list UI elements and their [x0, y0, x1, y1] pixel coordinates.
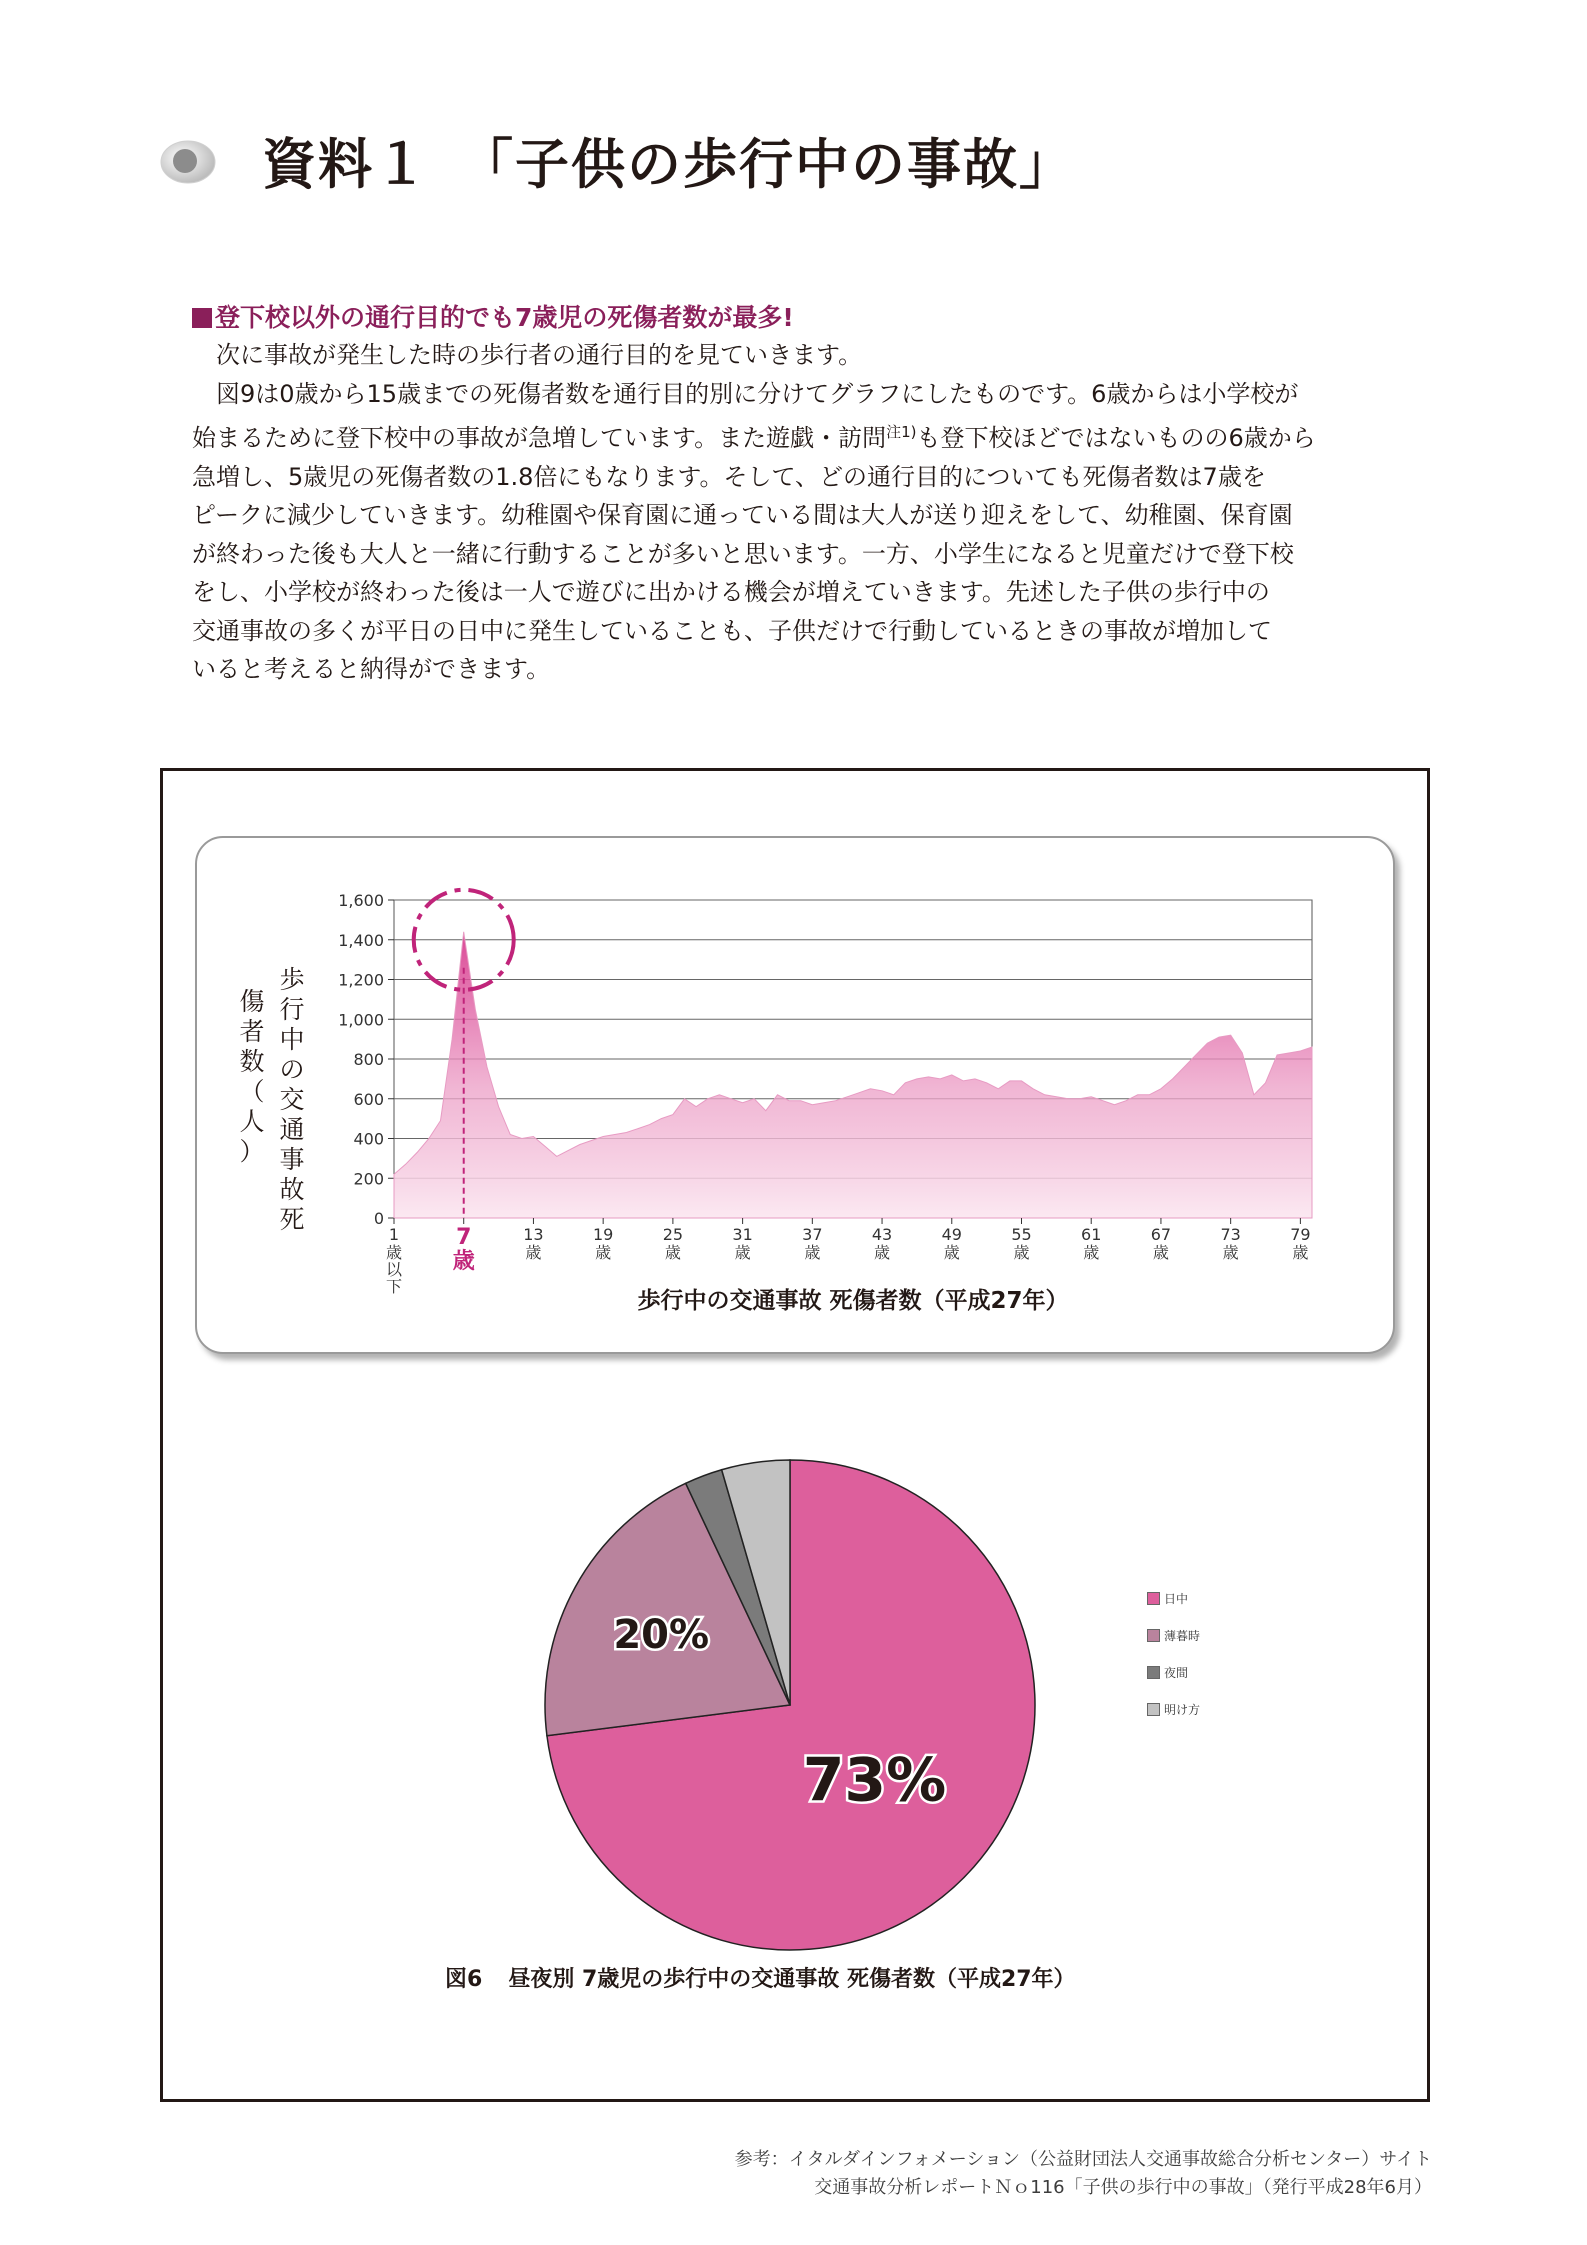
y-axis-title-char: 人	[239, 1107, 265, 1136]
x-tick-label-char: 歳	[664, 1243, 681, 1262]
paragraph-line: 次に事故が発生した時の歩行者の通行目的を見ていきます。	[216, 341, 863, 369]
legend-swatch	[1147, 1592, 1160, 1605]
y-axis-title-char: 行	[279, 995, 305, 1024]
y-axis-title-char: 者	[239, 1017, 265, 1046]
paragraph-line: をし、小学校が終わった後は一人で遊びに出かける機会が増えていきます。先述した子供の歩行中の	[192, 578, 1270, 606]
section-heading-text: 登下校以外の通行目的でも7歳児の死傷者数が最多!	[215, 303, 794, 332]
x-tick-label-char: 歳	[525, 1243, 542, 1262]
heading-square-icon	[192, 308, 212, 328]
legend-swatch	[1147, 1703, 1160, 1716]
section-heading	[192, 298, 794, 334]
y-tick-label: 1,200	[338, 970, 384, 990]
x-tick-label-char: 歳	[1222, 1243, 1239, 1262]
paragraph-line: 急増し、5歳児の死傷者数の1.8倍にもなります。そして、どの通行目的についても死傷者数は7歳を	[192, 462, 1266, 491]
legend-label: 夜間	[1164, 1666, 1189, 1680]
paragraph-line: 図9は0歳から15歳までの死傷者数を通行目的別に分けてグラフにしたものです。6歳からは小学校が	[216, 379, 1299, 408]
y-axis-title-char: ）	[239, 1137, 265, 1166]
y-axis-title-char: の	[279, 1055, 305, 1084]
x-tick-label	[942, 1225, 962, 1262]
x-tick-label-number: 43	[871, 1225, 893, 1244]
legend-item	[1147, 1580, 1267, 1617]
area-chart	[197, 838, 1397, 1356]
x-tick-label	[732, 1225, 752, 1262]
pie-slice-label: 73%	[802, 1745, 947, 1816]
x-tick-label-char: 歳	[734, 1243, 751, 1262]
y-tick-label: 1,400	[338, 930, 384, 950]
x-tick-label-number: 13	[523, 1225, 544, 1244]
x-tick-label	[663, 1225, 683, 1262]
legend-label: 薄暮時	[1164, 1629, 1201, 1643]
x-tick-label-char: 歳	[1152, 1243, 1169, 1262]
x-tick-label-char: 歳	[1083, 1243, 1100, 1262]
y-axis-title-char: 交	[279, 1085, 305, 1114]
legend-item	[1147, 1617, 1267, 1654]
paragraph-line: 交通事故の多くが平日の日中に発生していることも、子供だけで行動しているときの事故が増加して	[192, 616, 1272, 645]
legend-swatch	[1147, 1666, 1160, 1679]
page-title: 資料１ 「子供の歩行中の事故」	[262, 133, 1075, 196]
x-tick-label-number: 49	[941, 1225, 962, 1244]
paragraph-line: いると考えると納得ができます。	[192, 655, 551, 683]
source-line: 交通事故分析レポートＮｏ116「子供の歩行中の事故」（発行平成28年6月）	[814, 2177, 1432, 2198]
x-tick-label	[1011, 1225, 1031, 1262]
x-tick-label-number: 19	[592, 1225, 614, 1244]
source-note	[735, 2146, 1432, 2202]
x-tick-label-char: 歳	[385, 1243, 403, 1262]
x-tick-label-char: 歳	[943, 1243, 960, 1262]
x-tick-label	[1151, 1225, 1171, 1262]
y-axis-title-char: 通	[279, 1115, 305, 1144]
y-tick-label: 1,000	[338, 1010, 384, 1030]
x-tick-label	[1081, 1225, 1101, 1262]
legend-swatch	[1147, 1629, 1160, 1642]
paragraph-line-part: 始まるために登下校中の事故が急増しています。また遊戯・訪問	[192, 424, 887, 452]
figure-number: 図6	[445, 1967, 483, 1992]
x-tick-label-number: 67	[1150, 1225, 1172, 1244]
y-tick-label: 0	[373, 1209, 384, 1228]
paragraph-line-part: も登下校ほどではないものの6歳から	[916, 424, 1316, 452]
y-axis-title-char: 中	[279, 1025, 305, 1054]
figure-caption	[445, 1962, 1076, 1993]
x-tick-label	[386, 1225, 403, 1296]
x-tick-label-char: 歳	[452, 1249, 475, 1274]
y-axis-title-char: 歩	[279, 965, 305, 994]
x-tick-label-char: 歳	[1292, 1243, 1309, 1262]
y-axis-title-char: （	[239, 1077, 265, 1106]
x-tick-label-char: 以	[385, 1260, 403, 1279]
y-tick-label: 400	[353, 1129, 384, 1149]
y-axis-title-char: 傷	[239, 987, 265, 1016]
y-tick-label: 800	[353, 1050, 384, 1069]
body-text	[192, 336, 1424, 689]
pie-chart-container	[540, 1455, 1040, 1955]
x-tick-label-number: 1	[388, 1225, 400, 1244]
x-tick-label	[453, 1225, 475, 1274]
note-reference: 注1)	[886, 423, 917, 441]
x-tick-label-number: 31	[732, 1225, 753, 1244]
x-tick-label-char: 歳	[874, 1243, 891, 1262]
x-tick-label-char: 歳	[804, 1243, 821, 1262]
x-tick-label-char: 下	[385, 1277, 403, 1296]
y-axis-title-char: 事	[279, 1145, 305, 1174]
paragraph-line	[192, 413, 1424, 458]
title-bullet-icon	[158, 138, 220, 186]
x-tick-label-number: 55	[1011, 1225, 1032, 1244]
area-chart-panel	[195, 836, 1395, 1354]
x-tick-label	[593, 1225, 613, 1262]
pie-legend	[1147, 1580, 1267, 1728]
x-tick-label-number: 25	[662, 1225, 684, 1244]
pie-slice-label: 20%	[613, 1612, 710, 1659]
x-axis-title: 歩行中の交通事故 死傷者数（平成27年）	[637, 1288, 1069, 1314]
y-axis-title-char: 数	[239, 1047, 265, 1076]
y-tick-label: 1,600	[338, 891, 384, 910]
paragraph-line: が終わった後も大人と一緒に行動することが多いと思います。一方、小学生になると児童だけで登下校	[192, 539, 1294, 568]
x-tick-label	[802, 1225, 822, 1262]
x-tick-label	[1290, 1225, 1310, 1262]
x-tick-label-number: 73	[1220, 1225, 1241, 1244]
x-tick-label-number: 61	[1081, 1225, 1102, 1244]
y-tick-label: 200	[353, 1169, 384, 1189]
paragraph-line: ピークに減少していきます。幼稚園や保育園に通っている間は大人が送り迎えをして、幼稚園、保育園	[192, 501, 1293, 529]
source-line: 参考：イタルダインフォメーション（公益財団法人交通事故総合分析センター）サイト	[734, 2149, 1432, 2170]
x-tick-label-char: 歳	[595, 1243, 612, 1262]
x-tick-label-char: 歳	[1013, 1243, 1030, 1262]
x-tick-label	[1220, 1225, 1240, 1262]
figure-caption-text: 昼夜別 7歳児の歩行中の交通事故 死傷者数（平成27年）	[508, 1967, 1076, 1992]
x-tick-label	[523, 1225, 543, 1262]
legend-label: 明け方	[1164, 1703, 1201, 1717]
legend-item	[1147, 1654, 1267, 1691]
legend-label: 日中	[1164, 1592, 1189, 1606]
x-tick-label-number: 37	[802, 1225, 823, 1244]
pie-chart	[540, 1455, 1040, 1955]
legend-item	[1147, 1691, 1267, 1728]
y-axis-title-char: 死	[279, 1205, 305, 1234]
x-tick-label	[872, 1225, 892, 1262]
y-tick-label: 600	[353, 1089, 384, 1109]
y-axis-title-char: 故	[279, 1175, 305, 1204]
x-tick-label-number: 79	[1290, 1225, 1311, 1244]
x-tick-label-number: 7	[456, 1225, 472, 1250]
